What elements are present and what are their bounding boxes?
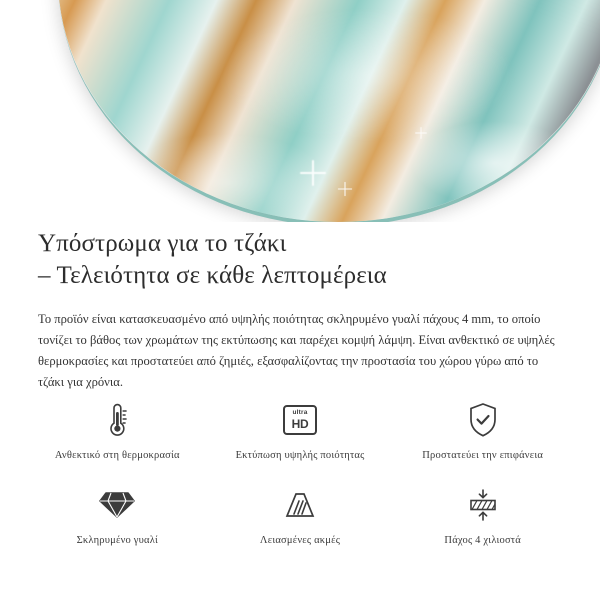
feature-item-thickness bbox=[391, 485, 574, 548]
feature-row bbox=[26, 485, 574, 548]
page-title bbox=[38, 228, 562, 292]
hero-image bbox=[0, 0, 600, 222]
feature-row bbox=[26, 400, 574, 463]
feature-grid bbox=[0, 400, 600, 548]
thickness-icon bbox=[464, 485, 502, 525]
headline-line-2: – Τελειότητα σε κάθε λεπτομέρεια bbox=[38, 262, 387, 289]
body-paragraph: Το προϊόν είναι κατασκευασμένο από υψηλής ποιότητας σκληρυμένο γυαλί πάχους 4 mm, το οποίο τονίζει το βάθος των χρωμάτων της εκτύπωσης και παρέχει κομψή λάμψη. Είναι ανθεκτικό σε υψηλές θερμοκρασίες και προστατεύει από ζημιές, εξασφαλίζοντας την προστασία του χώρου γύρω από το τζάκι για χρόνια. bbox=[38, 312, 555, 389]
marble-glass-disc-icon bbox=[58, 0, 600, 222]
feature-label: Πάχος 4 χιλιοστά bbox=[444, 535, 521, 546]
polished-edges-icon bbox=[282, 485, 318, 525]
text-content bbox=[0, 228, 600, 393]
headline-line-1: Υπόστρωμα για το τζάκι bbox=[38, 230, 287, 257]
feature-item-surface-protection bbox=[391, 400, 574, 463]
shield-check-icon bbox=[466, 400, 500, 440]
feature-item-temperature bbox=[26, 400, 209, 463]
diamond-icon bbox=[99, 485, 135, 525]
feature-item-print-quality bbox=[209, 400, 392, 463]
thermometer-icon bbox=[100, 400, 134, 440]
ultra-hd-icon bbox=[283, 400, 317, 440]
ultra-hd-badge-bottom: HD bbox=[291, 416, 309, 431]
feature-label: Εκτύπωση υψηλής ποιότητας bbox=[235, 450, 365, 461]
feature-item-polished-edges bbox=[209, 485, 392, 548]
feature-label: Λειασμένες ακμές bbox=[259, 535, 341, 546]
feature-label: Προστατεύει την επιφάνεια bbox=[422, 450, 544, 461]
feature-item-tempered-glass bbox=[26, 485, 209, 548]
ultra-hd-badge-top: ultra bbox=[292, 409, 308, 417]
feature-label: Ανθεκτικό στη θερμοκρασία bbox=[54, 450, 180, 461]
feature-label: Σκληρυμένο γυαλί bbox=[76, 535, 159, 546]
